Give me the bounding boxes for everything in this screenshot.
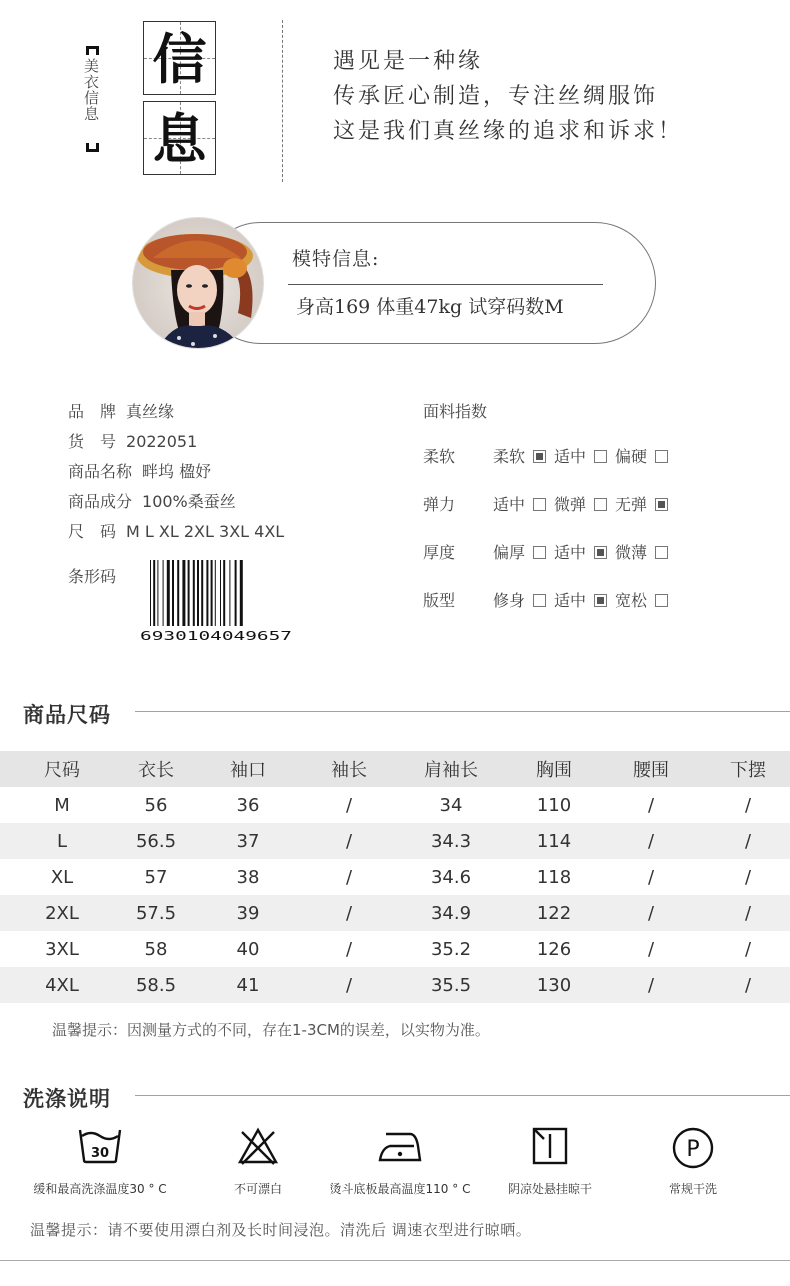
wash-item: [190, 1126, 326, 1197]
barcode-number: 6930104049657: [140, 629, 292, 642]
line-dry-shade-icon: [528, 1126, 572, 1166]
fabric-option: [493, 444, 546, 467]
fabric-option-label: 微薄: [615, 543, 648, 562]
table-cell: 126: [536, 938, 572, 960]
barcode-bar: [188, 560, 190, 626]
no-bleach-icon: [236, 1126, 280, 1166]
table-cell: 2XL: [0, 895, 124, 931]
info-row-material: [68, 489, 236, 512]
table-row: [0, 967, 790, 1003]
table-cell: 118: [536, 866, 572, 888]
title-char-box: [143, 101, 216, 175]
table-cell: /: [706, 895, 790, 931]
fabric-option: [554, 588, 607, 611]
fabric-option: [615, 540, 668, 563]
barcode-bar: [182, 560, 185, 626]
table-cell: 34.3: [390, 823, 512, 859]
size-column-header: 下摆: [706, 751, 790, 787]
info-row-name: [68, 459, 211, 482]
wash-item: [10, 1126, 190, 1197]
fabric-option-label: 修身: [493, 591, 526, 610]
size-section-title: 商品尺码: [23, 703, 111, 727]
side-label-text: 美衣信息: [82, 58, 100, 122]
empty-box-icon: [655, 450, 668, 463]
barcode-bar: [220, 560, 221, 626]
table-cell: 36: [236, 794, 260, 816]
fabric-option: [493, 492, 546, 515]
size-column-header: 胸围: [512, 751, 596, 787]
fabric-option-label: 适中: [554, 447, 587, 466]
empty-box-icon: [655, 546, 668, 559]
fabric-option-label: 无弹: [615, 495, 648, 514]
empty-box-icon: [594, 450, 607, 463]
barcode-bar: [223, 560, 225, 626]
info-label: 品 牌: [68, 402, 117, 421]
wash-caption: 不可漂白: [233, 1182, 282, 1196]
barcode-bar: [150, 560, 151, 626]
wash-caption: 缓和最高洗涤温度30 ° C: [33, 1182, 167, 1196]
barcode-bar: [163, 560, 164, 626]
fabric-option-label: 适中: [554, 591, 587, 610]
fabric-option: [554, 492, 607, 515]
table-cell: /: [345, 866, 353, 888]
table-cell: /: [647, 866, 655, 888]
fabric-title: 面料指数: [423, 402, 488, 421]
table-row: [0, 859, 790, 895]
table-cell: /: [308, 895, 390, 931]
bracket-bottom: [86, 143, 99, 152]
wash-caption: 常规干洗: [668, 1182, 717, 1196]
section-divider: [135, 1095, 790, 1096]
size-column-header: 肩袖长: [390, 751, 512, 787]
empty-box-icon: [533, 498, 546, 511]
checked-box-icon: [594, 546, 607, 559]
checked-box-icon: [655, 498, 668, 511]
table-cell: 56: [144, 794, 168, 816]
table-row: [0, 895, 790, 931]
checked-box-icon: [533, 450, 546, 463]
wash-30-icon: [78, 1126, 122, 1166]
table-cell: 122: [512, 895, 596, 931]
wash-caption: 烫斗底板最高温度110 ° C: [329, 1182, 471, 1196]
table-cell: 3XL: [45, 938, 79, 960]
model-divider: [288, 284, 603, 285]
table-cell: /: [345, 938, 353, 960]
barcode-bar: [211, 560, 213, 626]
fabric-category: 版型: [423, 591, 456, 610]
table-cell: /: [596, 967, 706, 1003]
barcode-label: 条形码: [68, 567, 117, 586]
slogan-line: 传承匠心制造，专注丝绸服饰: [333, 84, 659, 109]
barcode-bar: [167, 560, 170, 626]
size-column-header: 腰围: [596, 751, 706, 787]
svg-text:30: 30: [90, 1146, 110, 1161]
title-char: 息: [152, 107, 207, 171]
fabric-row: [423, 444, 676, 467]
fabric-option-label: 偏厚: [493, 543, 526, 562]
fabric-category: 柔软: [423, 447, 456, 466]
info-row-brand: [68, 399, 174, 422]
table-cell: 41: [188, 967, 308, 1003]
fabric-option: [615, 588, 668, 611]
title-char: 信: [152, 27, 207, 91]
table-cell: /: [308, 967, 390, 1003]
table-cell: 130: [512, 967, 596, 1003]
table-row: [0, 787, 790, 823]
fabric-option: [554, 540, 607, 563]
table-cell: 4XL: [0, 967, 124, 1003]
side-label: [80, 40, 104, 152]
table-cell: /: [647, 938, 655, 960]
fabric-option-label: 微弹: [554, 495, 587, 514]
size-column-header: 衣长: [124, 751, 188, 787]
table-cell: XL: [50, 866, 74, 888]
empty-box-icon: [533, 546, 546, 559]
fabric-row: [423, 540, 676, 563]
info-value: 2022051: [126, 432, 198, 451]
info-label: 商品成分: [68, 492, 133, 511]
table-cell: 57.5: [124, 895, 188, 931]
barcode: [140, 558, 300, 642]
table-cell: /: [596, 895, 706, 931]
table-cell: 38: [236, 866, 260, 888]
dry-clean-icon: [671, 1126, 715, 1170]
barcode-bar: [153, 560, 155, 626]
svg-text:P: P: [686, 1137, 700, 1162]
size-column-header: 尺码: [0, 751, 124, 787]
info-row-sizes: [68, 519, 284, 542]
wash-item: [630, 1126, 756, 1197]
table-cell: 34.6: [430, 866, 472, 888]
fabric-option-label: 柔软: [493, 447, 526, 466]
table-cell: M: [54, 794, 70, 816]
table-cell: /: [706, 967, 790, 1003]
table-cell: 35.5: [390, 967, 512, 1003]
size-table: [0, 751, 790, 1003]
barcode-bar: [157, 560, 158, 626]
table-cell: /: [744, 794, 752, 816]
wash-caption: 阴凉处悬挂晾干: [507, 1182, 592, 1196]
table-cell: L: [0, 823, 124, 859]
wash-item: [310, 1126, 490, 1197]
barcode-bar: [172, 560, 174, 626]
barcode-bar: [177, 560, 179, 626]
info-row-sku: [68, 429, 197, 452]
table-cell: 34.9: [390, 895, 512, 931]
empty-box-icon: [655, 594, 668, 607]
fabric-option: [493, 540, 546, 563]
table-cell: 114: [512, 823, 596, 859]
size-column-header: 袖长: [308, 751, 390, 787]
table-cell: /: [308, 823, 390, 859]
table-cell: 39: [188, 895, 308, 931]
fabric-row: [423, 588, 676, 611]
wash-item: [480, 1126, 620, 1197]
barcode-bar: [206, 560, 208, 626]
table-cell: /: [647, 794, 655, 816]
table-cell: 58.5: [124, 967, 188, 1003]
fabric-row: [423, 492, 676, 515]
table-cell: 56.5: [124, 823, 188, 859]
fabric-option-label: 适中: [554, 543, 587, 562]
barcode-bar: [197, 560, 199, 626]
title-char-box: [143, 21, 216, 95]
barcode-bar: [229, 560, 230, 626]
fabric-option-label: 适中: [493, 495, 526, 514]
info-value: M L XL 2XL 3XL 4XL: [126, 522, 285, 541]
fabric-option-label: 宽松: [615, 591, 648, 610]
size-column-header: 袖口: [188, 751, 308, 787]
barcode-bar: [193, 560, 195, 626]
bottom-divider: [0, 1260, 790, 1261]
empty-box-icon: [533, 594, 546, 607]
table-cell: 58: [144, 938, 168, 960]
barcode-bar: [235, 560, 237, 626]
checked-box-icon: [594, 594, 607, 607]
size-note: 温馨提示：因测量方式的不同，存在1-3CM的误差，以实物为准。: [52, 1021, 490, 1039]
info-label: 货 号: [68, 432, 117, 451]
model-card: [200, 222, 656, 344]
wash-note: 温馨提示：请不要使用漂白剂及长时间浸泡。清洗后 调速衣型进行晾晒。: [30, 1221, 532, 1239]
info-label: 商品名称: [68, 462, 133, 481]
table-row: [0, 931, 790, 967]
fabric-option-label: 偏硬: [615, 447, 648, 466]
table-cell: 40: [236, 938, 260, 960]
table-cell: /: [345, 794, 353, 816]
fabric-option: [554, 444, 607, 467]
table-cell: /: [706, 823, 790, 859]
wash-section-title: 洗涤说明: [23, 1087, 111, 1111]
info-value: 100%桑蚕丝: [142, 492, 236, 511]
table-cell: /: [744, 866, 752, 888]
fabric-option: [615, 444, 668, 467]
slogan-line: 这是我们真丝缘的追求和诉求！: [333, 119, 684, 144]
iron-icon: [378, 1126, 422, 1166]
model-details: 身高169 体重47kg 试穿码数M: [296, 296, 564, 318]
slogan-line: 遇见是一种缘: [333, 49, 484, 74]
bracket-top: [86, 46, 99, 55]
barcode-bar: [201, 560, 203, 626]
header-divider: [282, 20, 283, 182]
fabric-category: 厚度: [423, 543, 456, 562]
table-cell: 110: [536, 794, 572, 816]
model-title: 模特信息:: [292, 248, 380, 270]
table-cell: 35.2: [430, 938, 472, 960]
table-cell: /: [744, 938, 752, 960]
barcode-bar: [240, 560, 243, 626]
table-cell: /: [596, 823, 706, 859]
slogan: [333, 44, 683, 149]
info-value: 真丝缘: [126, 402, 175, 421]
fabric-category: 弹力: [423, 495, 456, 514]
section-divider: [135, 711, 790, 712]
info-value: 畔坞 楹妤: [142, 462, 212, 481]
table-cell: 34: [439, 794, 463, 816]
empty-box-icon: [594, 498, 607, 511]
model-avatar: [132, 217, 264, 349]
table-cell: 57: [144, 866, 168, 888]
info-label: 尺 码: [68, 522, 117, 541]
barcode-bar: [215, 560, 216, 626]
table-cell: 37: [188, 823, 308, 859]
table-row: [0, 823, 790, 859]
fabric-option: [493, 588, 546, 611]
fabric-option: [615, 492, 668, 515]
